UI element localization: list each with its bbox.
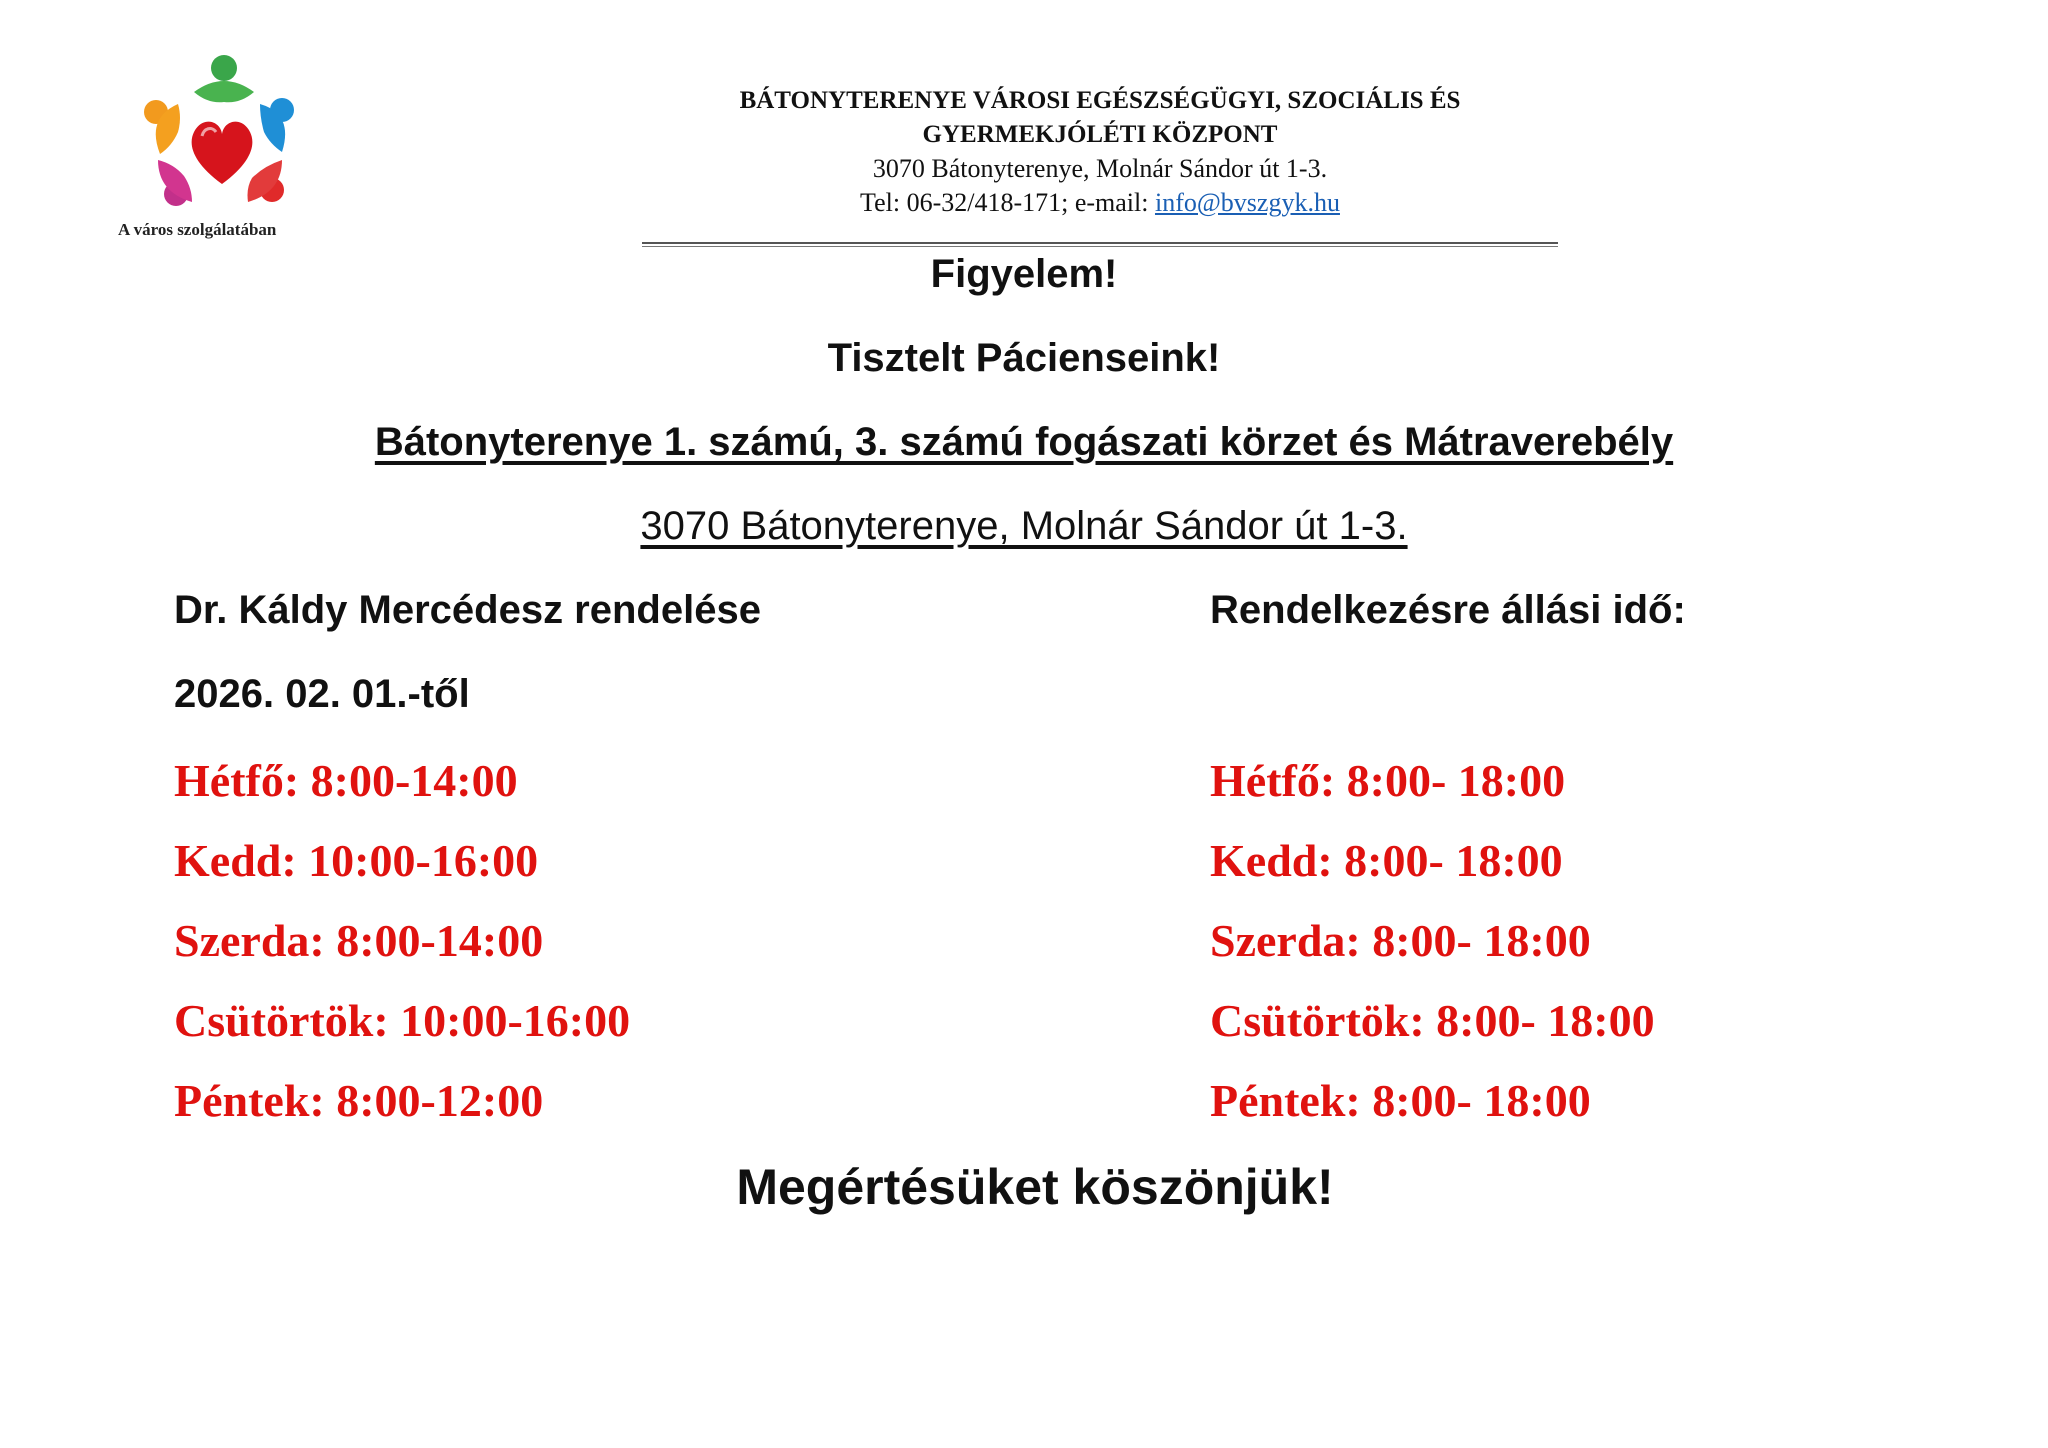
salutation-heading: Tisztelt Pácienseink! xyxy=(827,336,1221,380)
logo-caption: A város szolgálatában xyxy=(118,220,277,239)
left-hours-monday: Hétfő: 8:00-14:00 xyxy=(174,755,518,806)
email-link[interactable]: info@bvszgyk.hu xyxy=(1154,188,1340,217)
doctor-schedule-heading: Dr. Káldy Mercédesz rendelése xyxy=(174,588,761,632)
contact-line xyxy=(640,186,1560,220)
letterhead xyxy=(640,84,1560,220)
letterhead-divider xyxy=(642,242,1558,247)
people-heart-logo-icon xyxy=(132,52,312,222)
left-hours-tuesday: Kedd: 10:00-16:00 xyxy=(174,835,539,886)
right-hours-friday: Péntek: 8:00- 18:00 xyxy=(1210,1075,1591,1126)
left-hours-wednesday: Szerda: 8:00-14:00 xyxy=(174,915,544,966)
contact-phone: Tel: 06-32/418-171; e-mail: xyxy=(860,188,1155,217)
organization-name-line1: BÁTONYTERENYE VÁROSI EGÉSZSÉGÜGYI, SZOCIÁLIS ÉS xyxy=(739,87,1461,114)
organization-address: 3070 Bátonyterenye, Molnár Sándor út 1-3. xyxy=(872,154,1328,183)
district-heading: Bátonyterenye 1. számú, 3. számú fogászati körzet és Mátraverebély xyxy=(374,420,1674,464)
attention-heading: Figyelem! xyxy=(930,252,1118,296)
right-hours-tuesday: Kedd: 8:00- 18:00 xyxy=(1210,835,1563,886)
schedule-start-date: 2026. 02. 01.-től xyxy=(174,672,470,716)
left-hours-thursday: Csütörtök: 10:00-16:00 xyxy=(174,995,631,1046)
notice-address: 3070 Bátonyterenye, Molnár Sándor út 1-3. xyxy=(640,504,1408,548)
organization-name-line2: GYERMEKJÓLÉTI KÖZPONT xyxy=(922,121,1278,148)
right-hours-thursday: Csütörtök: 8:00- 18:00 xyxy=(1210,995,1655,1046)
right-hours-wednesday: Szerda: 8:00- 18:00 xyxy=(1210,915,1591,966)
closing-thanks: Megértésüket köszönjük! xyxy=(736,1159,1334,1215)
organization-logo xyxy=(112,52,332,252)
right-hours-monday: Hétfő: 8:00- 18:00 xyxy=(1210,755,1566,806)
left-hours-friday: Péntek: 8:00-12:00 xyxy=(174,1075,544,1126)
availability-heading: Rendelkezésre állási idő: xyxy=(1210,588,1686,632)
